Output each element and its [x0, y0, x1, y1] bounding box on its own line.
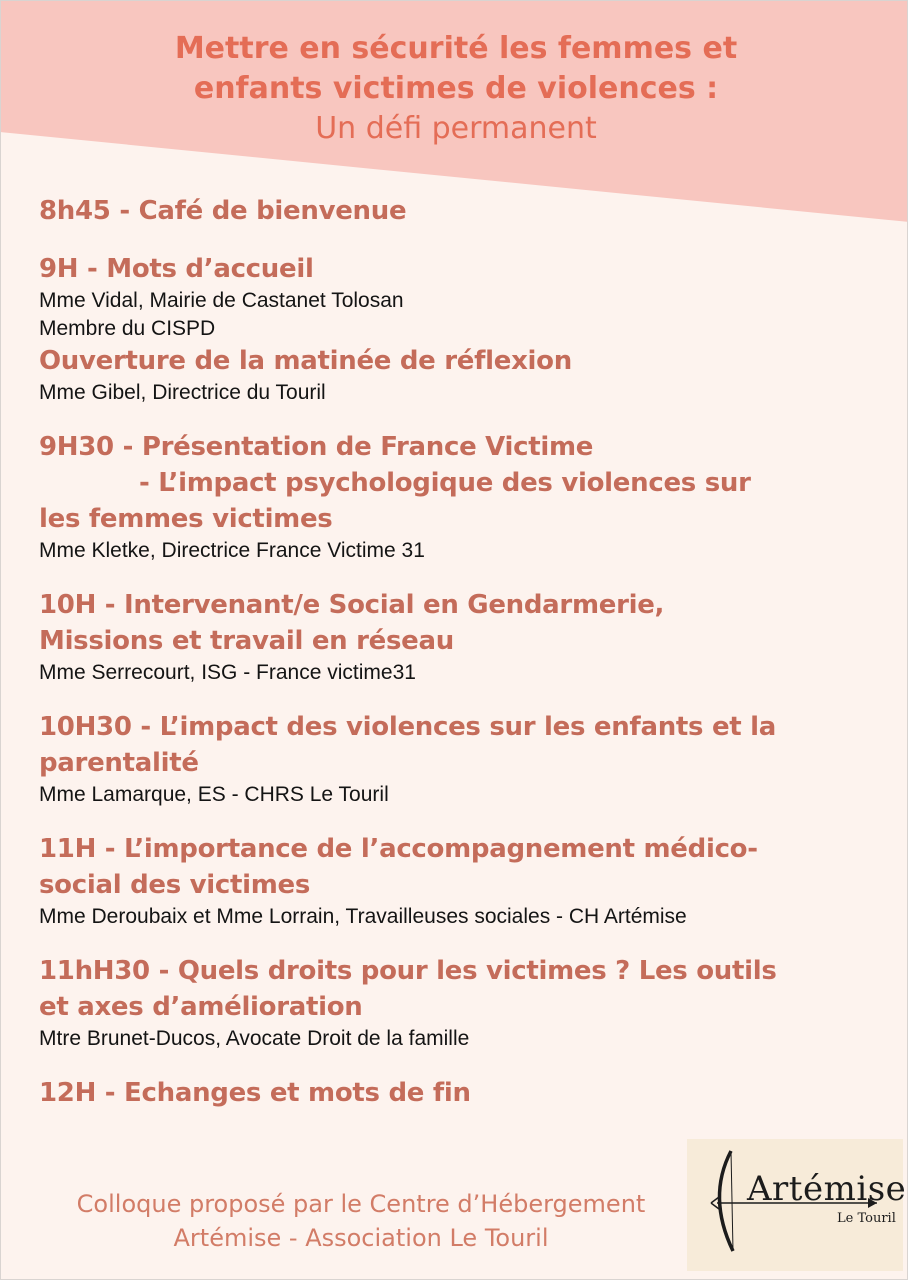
agenda-item-closing [39, 1075, 879, 1111]
agenda-heading-continued: et axes d’amélioration [39, 992, 363, 1022]
agenda-heading: 11H - L’importance de l’accompagnement médico- [39, 834, 758, 864]
logo-wordmark: Artémise [747, 1169, 907, 1209]
agenda-item-children-impact [39, 709, 879, 809]
agenda-heading: 12H - Echanges et mots de fin [39, 1078, 471, 1108]
agenda-heading: 9H30 - Présentation de France Victime [39, 432, 594, 462]
page-title [61, 29, 851, 149]
agenda-heading-continued: les femmes victimes [39, 504, 333, 534]
agenda-heading: 11hH30 - Quels droits pour les victimes ? Les outils [39, 956, 777, 986]
agenda-speaker: Mme Kletke, Directrice France Victime 31 [39, 539, 425, 562]
agenda-speaker: Mme Vidal, Mairie de Castanet Tolosan [39, 289, 404, 312]
organizer-line-2: Artémise - Association Le Touril [173, 1224, 549, 1252]
agenda-item-welcome-coffee [39, 193, 879, 229]
agenda-heading-continued: Missions et travail en réseau [39, 626, 454, 656]
title-line-2: enfants victimes de violences : [193, 71, 719, 106]
agenda-item-opening [39, 251, 879, 407]
agenda-item-france-victime [39, 429, 879, 565]
agenda-item-rights [39, 953, 879, 1053]
organizer-credit [21, 1187, 701, 1255]
title-line-1: Mettre en sécurité les femmes et [174, 31, 738, 66]
agenda-heading: 8h45 - Café de bienvenue [39, 196, 407, 226]
agenda-speaker-detail: Membre du CISPD [39, 317, 216, 340]
title-line-3: Un défi permanent [315, 111, 597, 146]
agenda-heading: 10H30 - L’impact des violences sur les enfants et la [39, 712, 777, 742]
agenda-speaker: Mme Deroubaix et Mme Lorrain, Travailleuses sociales - CH Artémise [39, 905, 687, 928]
agenda-heading-continued: parentalité [39, 748, 199, 778]
agenda-list [39, 193, 879, 1133]
agenda-heading-continued: social des victimes [39, 870, 311, 900]
agenda-speaker: Mme Gibel, Directrice du Touril [39, 381, 326, 404]
agenda-speaker: Mtre Brunet-Ducos, Avocate Droit de la famille [39, 1027, 470, 1050]
agenda-heading: 10H - Intervenant/e Social en Gendarmerie, [39, 590, 665, 620]
agenda-speaker: Mme Lamarque, ES - CHRS Le Touril [39, 783, 389, 806]
agenda-subheading: Ouverture de la matinée de réflexion [39, 346, 572, 376]
agenda-heading: 9H - Mots d’accueil [39, 254, 314, 284]
logo-subtitle: Le Touril [837, 1211, 896, 1226]
agenda-item-support [39, 831, 879, 931]
artemise-logo [687, 1139, 907, 1271]
agenda-speaker: Mme Serrecourt, ISG - France victime31 [39, 661, 416, 684]
agenda-heading-continued: - L’impact psychologique des violences sur [139, 468, 751, 498]
agenda-item-gendarmerie [39, 587, 879, 687]
organizer-line-1: Colloque proposé par le Centre d’Hébergement [76, 1190, 646, 1218]
